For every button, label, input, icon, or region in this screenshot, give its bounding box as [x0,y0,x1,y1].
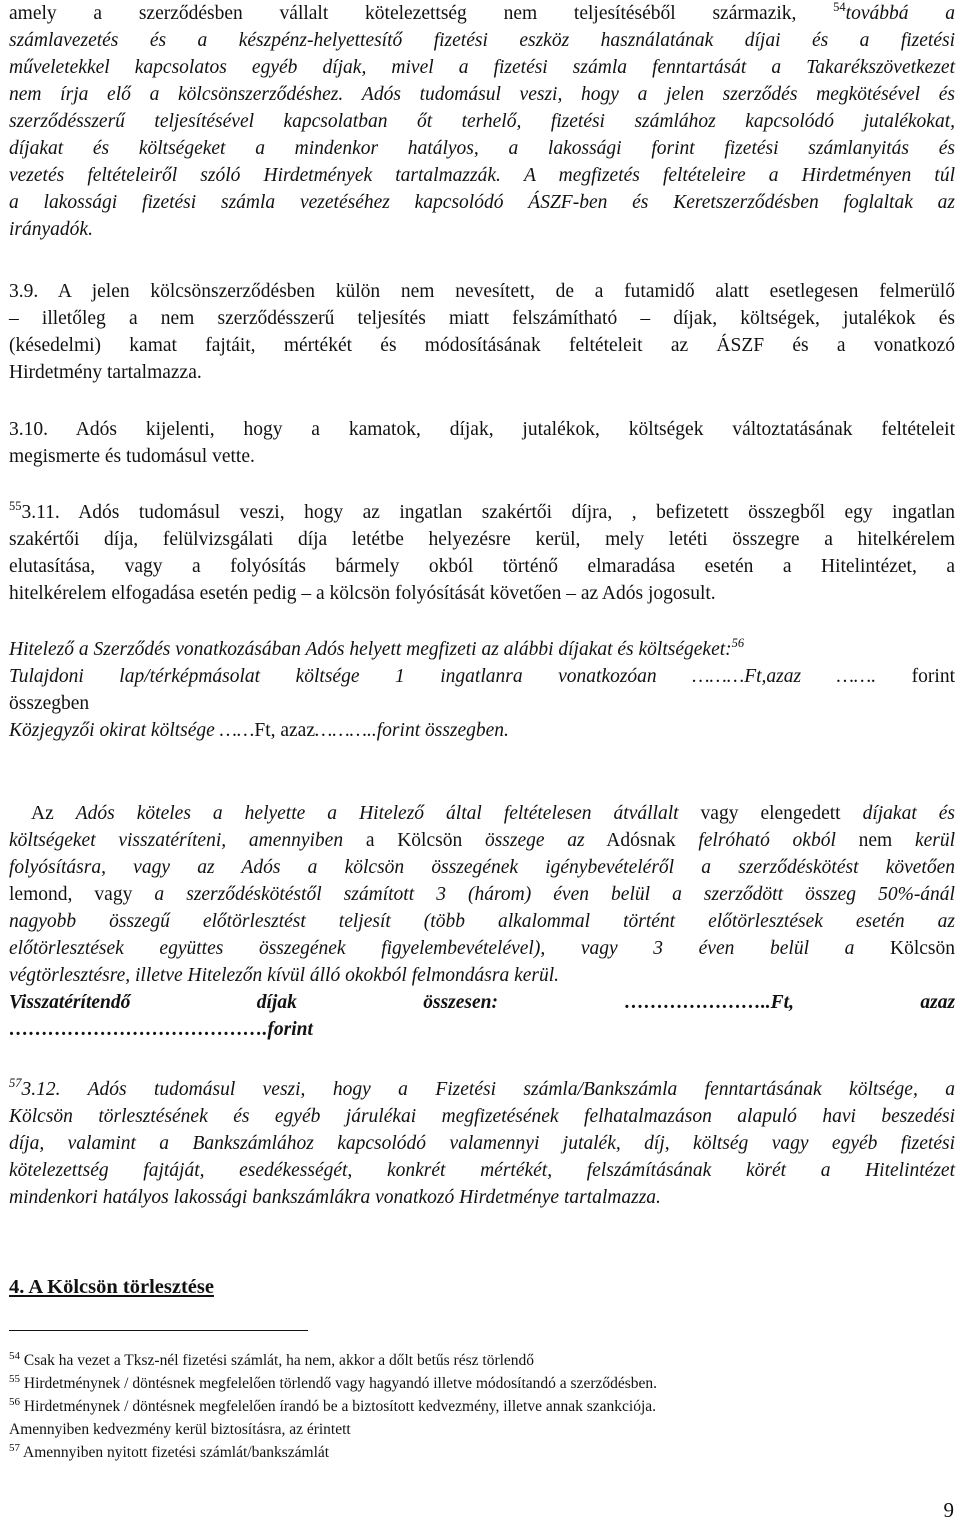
text-line: lemond, vagy a szerződéskötéstől számított 3 (három) éven belül a szerződött összeg 50%-ánál [9,884,955,905]
text-line: szerződésszerű teljesítésével kapcsolatban őt terhelő, fizetési számlához kapcsolódó jutalékokat, [9,111,955,132]
paragraph-fee-refund [9,800,955,1043]
text-line: nem írja elő a kölcsönszerződéshez. Adós tudomásul veszi, hogy a jelen szerződés megkötésével és [9,84,955,105]
text-line: irányadók. [9,219,93,240]
text-line: műveletekkel kapcsolatos egyéb díjak, mivel a fizetési számla fenntartását a Takarékszövetkezet [9,57,955,78]
text-line: előtörlesztések együttes összegének figyelembevételével), vagy 3 éven belül a Kölcsön [9,938,955,959]
footnote-56-continued: Amennyiben kedvezmény kerül biztosításra, az érintett [9,1421,351,1438]
footnote-56: $^{56}$ Hirdetménynek / döntésnek megfelelően írandó be a biztosított kedvezmény, illetve annak szankciója. [9,1396,656,1415]
text-line: folyósításra, vagy az Adós a kölcsön összegének igénybevételéről a szerződéskötést követően [9,857,955,878]
text-line: $^{57}$3.12. Adós tudomásul veszi, hogy a Fizetési számla/Bankszámla fenntartásának költsége, a [9,1076,955,1100]
text-line: számlavezetés és a készpénz-helyettesítő fizetési eszköz használatának díjai és a fizetési [9,30,955,51]
text-line: Kölcsön törlesztésének és egyéb járulékai megfizetésének felhatalmazáson alapuló havi beszedési [9,1106,955,1127]
text-line: költségeket visszatéríteni, amennyiben a Kölcsön összege az Adósnak felróható okból nem kerül [9,830,956,851]
paragraph-3-12 [9,1076,955,1211]
text-line: vezetés feltételeiről szóló Hirdetmények tartalmazzák. A megfizetés feltételeire a Hirdetményen túl [9,165,955,186]
text-line: hitelkérelem elfogadása esetén pedig – a kölcsön folyósítását követően – az Adós jogosult. [9,583,716,604]
footnote-ref: 57 [9,1076,22,1090]
text-line: (késedelmi) kamat fajtáit, mértékét és módosításának feltételeit az ÁSZF és a vonatkozó [9,335,955,356]
footnote-55: $^{55}$ Hirdetménynek / döntésnek megfelelően törlendő vagy hagyandó illetve módosítandó a szerződésben. [9,1373,658,1392]
text-line: $^{55}$3.11. Adós tudomásul veszi, hogy az ingatlan szakértői díjra, , befizetett összegből egy ingatlan [9,499,955,523]
text-line: amely a szerződésben vállalt kötelezettség nem teljesítéséből származik, $^{54}$továbbá a [9,0,955,24]
footnote-57: $^{57}$ Amennyiben nyitott fizetési számlát/bankszámlát [9,1442,330,1461]
text-line: Hirdetmény tartalmazza. [9,362,202,383]
paragraph-3-11 [9,499,955,607]
fees-block [9,636,955,744]
text-line: Az Adós köteles a helyette a Hitelező által feltételesen átvállalt vagy elengedett díjakat és [9,803,956,824]
refund-total-line: Visszatérítendő díjak összesen: …………………..Ft, azaz [9,992,956,1013]
text-line: Tulajdoni lap/térképmásolat költsége 1 ingatlanra vonatkozóan ………Ft,azaz ……. forint [9,666,955,687]
text-line: díjakat és költségeket a mindenkor hatályos, a lakossági forint fizetési számlanyitás és [9,138,955,159]
text-line: végtörlesztésre, illetve Hitelezőn kívül álló okokból felmondásra kerül. [9,965,560,986]
text-line: elutasítása, vagy a folyósítás bármely okból történő elmaradása esetén a Hitelintézet, a [9,556,955,577]
text-line: – illetőleg a nem szerződésszerű teljesítés miatt felszámítható – díjak, költségek, jutalékok és [9,308,955,329]
text-line: megismerte és tudomásul vette. [9,446,255,467]
footnote-ref: 55 [9,499,22,513]
text-line: díja, valamint a Bankszámlához kapcsolódó valamennyi jutalék, díj, költség vagy egyéb fizetési [9,1133,955,1154]
footnote-ref: 54 [833,0,846,14]
refund-total-line-2: ………………………………….forint [9,1019,313,1040]
paragraph-3-10 [9,416,955,470]
page-number: 9 [943,1498,954,1522]
text-line: nagyobb összegű előtörlesztést teljesít (több alkalommal történt előtörlesztések esetén az [9,911,955,932]
footnote-54: $^{54}$ Csak ha vezet a Tksz-nél fizetési számlát, ha nem, akkor a dőlt betűs rész törlendő [9,1350,535,1369]
footnote-ref: 56 [731,636,745,650]
text-line: Hitelező a Szerződés vonatkozásában Adós helyett megfizeti az alábbi díjakat és költségeket:$^{56}$ [9,636,745,660]
paragraph-fee-exemption [9,0,955,243]
section-heading: 4. A Kölcsön törlesztése [9,1276,214,1298]
text-line: mindenkori hatályos lakossági bankszámlákra vonatkozó Hirdetménye tartalmazza. [9,1187,661,1208]
text-line: 3.9. A jelen kölcsönszerződésben külön nem nevesített, de a futamidő alatt esetlegesen felmerülő [9,281,955,302]
text-line: összegben [9,693,90,714]
paragraph-3-9 [9,278,955,386]
footnote-separator [9,1330,308,1331]
text-line: 3.10. Adós kijelenti, hogy a kamatok, díjak, jutalékok, költségek változtatásának feltételeit [9,419,955,440]
text-line: a lakossági fizetési számla vezetéséhez kapcsolódó ÁSZF-ben és Keretszerződésben foglaltak az [9,192,955,213]
text-line: kötelezettség fajtáját, esedékességét, konkrét mértékét, felszámításának körét a Hitelintézet [9,1160,955,1181]
text-line: szakértői díja, felülvizsgálati díja letétbe helyezésre kerül, mely letéti összegre a hitelkérelem [9,529,955,550]
text-line: Közjegyzői okirat költsége ……Ft, azaz………..forint összegben. [9,720,509,741]
